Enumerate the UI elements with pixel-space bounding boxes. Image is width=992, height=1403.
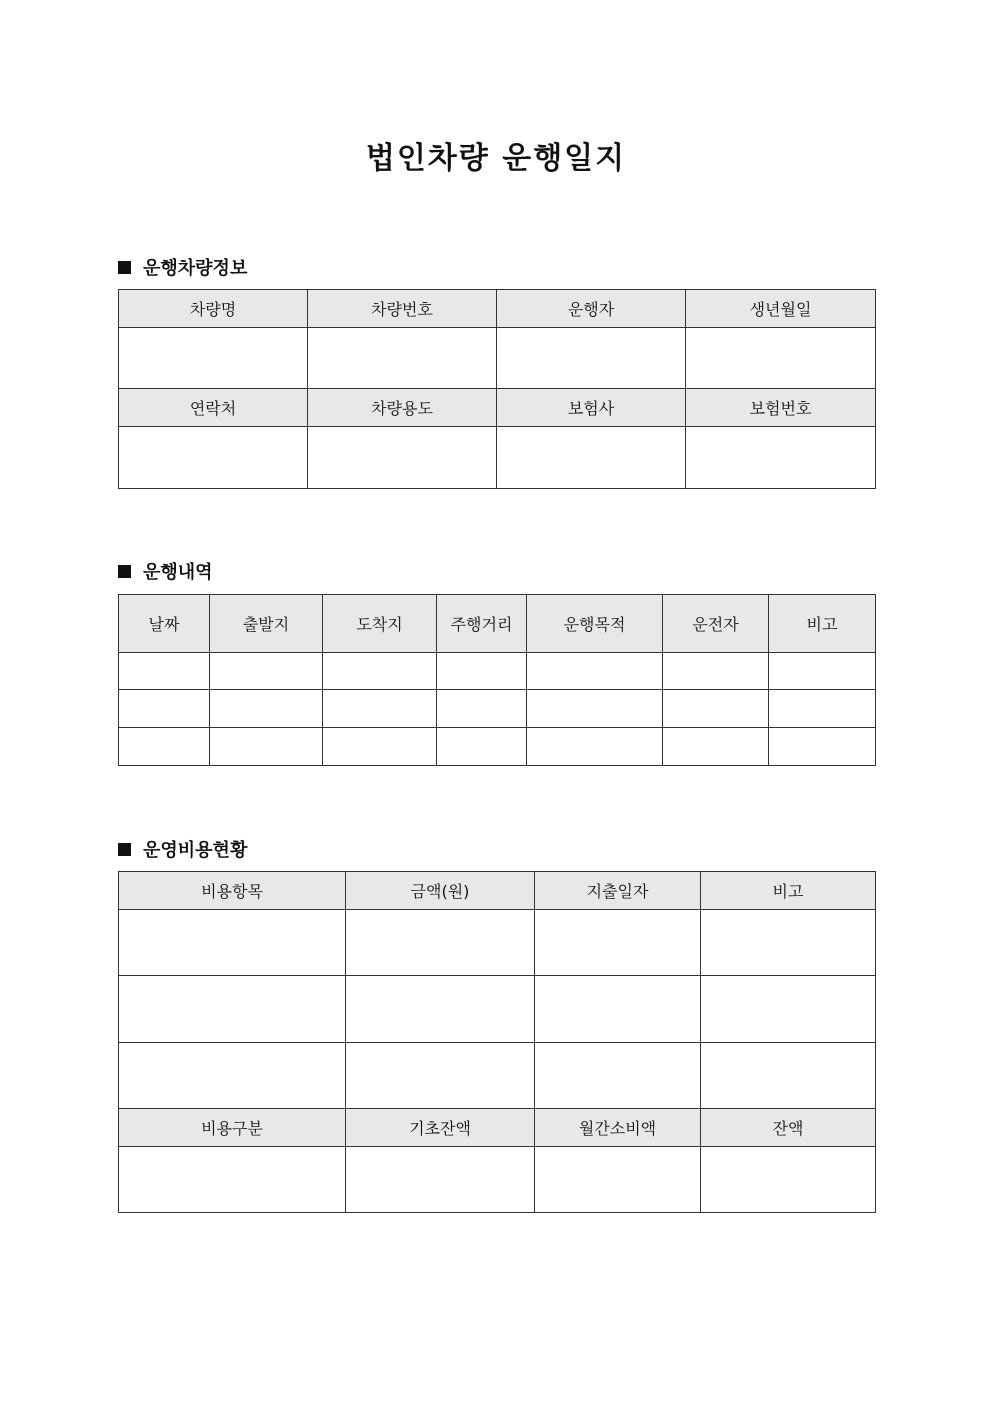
expense-status-table — [118, 871, 876, 1213]
black-square-icon — [118, 261, 131, 274]
table-row — [119, 1147, 876, 1213]
table-cell[interactable] — [346, 976, 535, 1043]
table-cell[interactable] — [701, 910, 876, 976]
table-cell[interactable] — [527, 690, 663, 728]
header-row — [119, 1109, 876, 1147]
header-cell-contact: 연락처 — [119, 389, 308, 427]
table-row — [119, 1043, 876, 1109]
table-cell[interactable] — [323, 728, 437, 766]
header-cell-insurer: 보험사 — [497, 389, 686, 427]
table-cell[interactable] — [769, 728, 876, 766]
header-cell-monthly-spending: 월간소비액 — [535, 1109, 701, 1147]
table-cell[interactable] — [701, 1147, 876, 1213]
header-cell-opening-balance: 기초잔액 — [346, 1109, 535, 1147]
header-cell-amount: 금액(원) — [346, 872, 535, 910]
table-cell[interactable] — [535, 1043, 701, 1109]
section-heading-trip-log — [118, 558, 213, 584]
section-heading-vehicle-info — [118, 254, 247, 280]
header-cell-expense-date: 지출일자 — [535, 872, 701, 910]
table-cell[interactable] — [119, 976, 346, 1043]
contact-field[interactable] — [119, 427, 308, 489]
header-cell-insurance-number: 보험번호 — [686, 389, 876, 427]
black-square-icon — [118, 843, 131, 856]
table-row — [119, 728, 876, 766]
table-cell[interactable] — [535, 910, 701, 976]
table-cell[interactable] — [663, 653, 769, 690]
header-row — [119, 389, 876, 427]
table-cell[interactable] — [119, 728, 210, 766]
insurer-field[interactable] — [497, 427, 686, 489]
header-cell-distance: 주행거리 — [437, 595, 527, 653]
header-row — [119, 872, 876, 910]
table-cell[interactable] — [437, 728, 527, 766]
header-cell-balance: 잔액 — [701, 1109, 876, 1147]
header-cell-driver: 운전자 — [663, 595, 769, 653]
insurance-number-field[interactable] — [686, 427, 876, 489]
table-cell[interactable] — [119, 653, 210, 690]
table-cell[interactable] — [119, 910, 346, 976]
header-cell-birthdate: 생년월일 — [686, 290, 876, 328]
vehicle-purpose-field[interactable] — [308, 427, 497, 489]
header-cell-expense-category: 비용구분 — [119, 1109, 346, 1147]
header-cell-vehicle-name: 차량명 — [119, 290, 308, 328]
table-cell[interactable] — [437, 690, 527, 728]
table-row — [119, 690, 876, 728]
table-cell[interactable] — [769, 653, 876, 690]
header-cell-remarks: 비고 — [769, 595, 876, 653]
table-cell[interactable] — [527, 728, 663, 766]
header-cell-destination: 도착지 — [323, 595, 437, 653]
table-row — [119, 653, 876, 690]
table-row — [119, 910, 876, 976]
header-row — [119, 290, 876, 328]
header-row — [119, 595, 876, 653]
table-cell[interactable] — [119, 1043, 346, 1109]
vehicle-name-field[interactable] — [119, 328, 308, 389]
vehicle-info-table — [118, 289, 876, 489]
table-row — [119, 976, 876, 1043]
table-cell[interactable] — [663, 728, 769, 766]
section-heading-label: 운영비용현황 — [143, 840, 248, 861]
table-cell[interactable] — [437, 653, 527, 690]
header-cell-vehicle-number: 차량번호 — [308, 290, 497, 328]
document-title: 법인차량 운행일지 — [365, 141, 627, 176]
trip-log-table — [118, 594, 876, 766]
table-cell[interactable] — [663, 690, 769, 728]
header-cell-origin: 출발지 — [210, 595, 323, 653]
table-cell[interactable] — [701, 976, 876, 1043]
table-cell[interactable] — [346, 1147, 535, 1213]
table-cell[interactable] — [535, 976, 701, 1043]
header-cell-driver: 운행자 — [497, 290, 686, 328]
section-heading-expense-status — [118, 836, 247, 862]
table-cell[interactable] — [323, 653, 437, 690]
driver-field[interactable] — [497, 328, 686, 389]
table-cell[interactable] — [346, 910, 535, 976]
section-heading-label: 운행내역 — [143, 562, 213, 583]
table-cell[interactable] — [119, 1147, 346, 1213]
input-row — [119, 328, 876, 389]
table-cell[interactable] — [769, 690, 876, 728]
black-square-icon — [118, 565, 131, 578]
vehicle-number-field[interactable] — [308, 328, 497, 389]
table-cell[interactable] — [119, 690, 210, 728]
input-row — [119, 427, 876, 489]
header-cell-expense-item: 비용항목 — [119, 872, 346, 910]
header-cell-purpose: 운행목적 — [527, 595, 663, 653]
header-cell-date: 날짜 — [119, 595, 210, 653]
table-cell[interactable] — [323, 690, 437, 728]
table-cell[interactable] — [701, 1043, 876, 1109]
table-cell[interactable] — [210, 653, 323, 690]
table-cell[interactable] — [527, 653, 663, 690]
header-cell-vehicle-purpose: 차량용도 — [308, 389, 497, 427]
header-cell-remarks: 비고 — [701, 872, 876, 910]
table-cell[interactable] — [346, 1043, 535, 1109]
birthdate-field[interactable] — [686, 328, 876, 389]
table-cell[interactable] — [535, 1147, 701, 1213]
table-cell[interactable] — [210, 728, 323, 766]
table-cell[interactable] — [210, 690, 323, 728]
section-heading-label: 운행차량정보 — [143, 258, 248, 279]
